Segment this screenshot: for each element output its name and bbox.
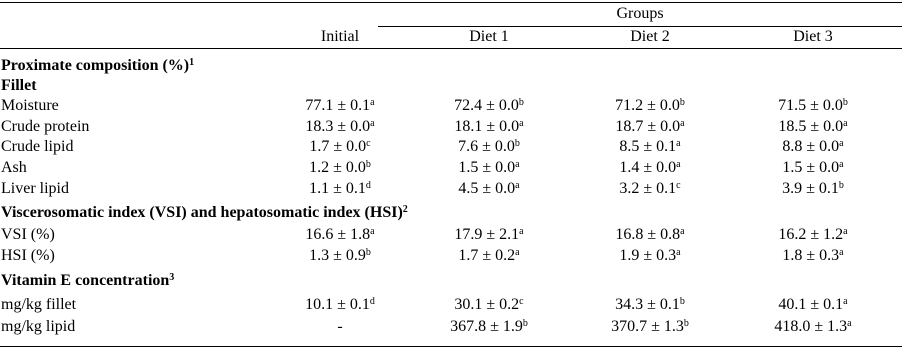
section-title: Viscerosomatic index (VSI) and hepatosomatic index (HSI)$^2$: [1, 204, 408, 221]
groups-header: Groups: [616, 5, 664, 22]
row-label: Crude protein: [1, 118, 90, 135]
header-rule: [0, 48, 902, 49]
table-cell: 18.5 ± 0.0$^a$: [778, 118, 848, 135]
row-label: Moisture: [1, 97, 59, 114]
table-cell: 1.9 ± 0.3$^a$: [619, 247, 681, 264]
table-cell: 3.9 ± 0.1$^b$: [782, 180, 844, 197]
table-cell: 34.3 ± 0.1$^b$: [615, 296, 685, 313]
table-cell: 1.8 ± 0.3$^a$: [782, 247, 844, 264]
table-cell: 10.1 ± 0.1$^d$: [305, 296, 375, 313]
table-cell: 16.6 ± 1.8$^a$: [305, 226, 375, 243]
table-cell: 16.8 ± 0.8$^a$: [615, 226, 685, 243]
table-cell: 18.3 ± 0.0$^a$: [305, 118, 375, 135]
table-cell: 3.2 ± 0.1$^c$: [619, 180, 681, 197]
column-header-diet-3: Diet 3: [793, 28, 833, 45]
table-cell: 71.2 ± 0.0$^b$: [615, 97, 685, 114]
row-label: Ash: [1, 159, 27, 176]
table-top-rule: [0, 2, 902, 3]
column-header-diet-1: Diet 1: [469, 28, 509, 45]
table-cell: 72.4 ± 0.0$^b$: [454, 97, 524, 114]
table-cell: 367.8 ± 1.9$^b$: [450, 318, 528, 335]
table-cell: 1.4 ± 0.0$^a$: [619, 159, 681, 176]
section-title: Vitamin E concentration$^3$: [1, 272, 175, 289]
table-cell: 18.7 ± 0.0$^a$: [615, 118, 685, 135]
table-cell: 8.5 ± 0.1$^a$: [619, 138, 681, 155]
groups-rule: [378, 26, 902, 27]
table-cell: 370.7 ± 1.3$^b$: [611, 318, 689, 335]
row-label: Liver lipid: [1, 180, 69, 197]
footnote-marker: 3: [169, 272, 175, 283]
row-label: Crude lipid: [1, 138, 74, 155]
table-cell: 7.6 ± 0.0$^b$: [458, 138, 520, 155]
table-cell: 1.5 ± 0.0$^a$: [458, 159, 520, 176]
section-subtitle: Fillet: [1, 77, 37, 94]
row-label: mg/kg lipid: [1, 318, 76, 335]
row-label: HSI (%): [1, 247, 55, 264]
table-cell: 1.2 ± 0.0$^b$: [309, 159, 371, 176]
table-cell: 77.1 ± 0.1$^a$: [305, 97, 375, 114]
row-label: mg/kg fillet: [1, 296, 77, 313]
table-cell: 4.5 ± 0.0$^a$: [458, 180, 520, 197]
table-cell: 1.3 ± 0.9$^b$: [309, 247, 371, 264]
table-cell: 71.5 ± 0.0$^b$: [778, 97, 848, 114]
table-cell: 1.1 ± 0.1$^d$: [309, 180, 371, 197]
section-title: Proximate composition (%)$^1$: [1, 57, 195, 74]
footnote-marker: 1: [189, 57, 195, 68]
table-cell: 8.8 ± 0.0$^a$: [782, 138, 844, 155]
table-cell: 16.2 ± 1.2$^a$: [778, 226, 848, 243]
table-cell: -: [337, 318, 343, 335]
table-cell: 18.1 ± 0.0$^a$: [454, 118, 524, 135]
table-cell: 418.0 ± 1.3$^a$: [774, 318, 852, 335]
table-cell: 1.7 ± 0.0$^c$: [309, 138, 371, 155]
table-cell: 1.5 ± 0.0$^a$: [782, 159, 844, 176]
table-bottom-rule: [0, 346, 902, 347]
footnote-marker: 2: [402, 204, 408, 215]
table-cell: 17.9 ± 2.1$^a$: [454, 226, 524, 243]
column-header-initial: Initial: [320, 28, 360, 45]
table-cell: 1.7 ± 0.2$^a$: [458, 247, 520, 264]
table-cell: 40.1 ± 0.1$^a$: [778, 296, 848, 313]
table-cell: 30.1 ± 0.2$^c$: [454, 296, 524, 313]
column-header-diet-2: Diet 2: [630, 28, 670, 45]
row-label: VSI (%): [1, 226, 55, 243]
